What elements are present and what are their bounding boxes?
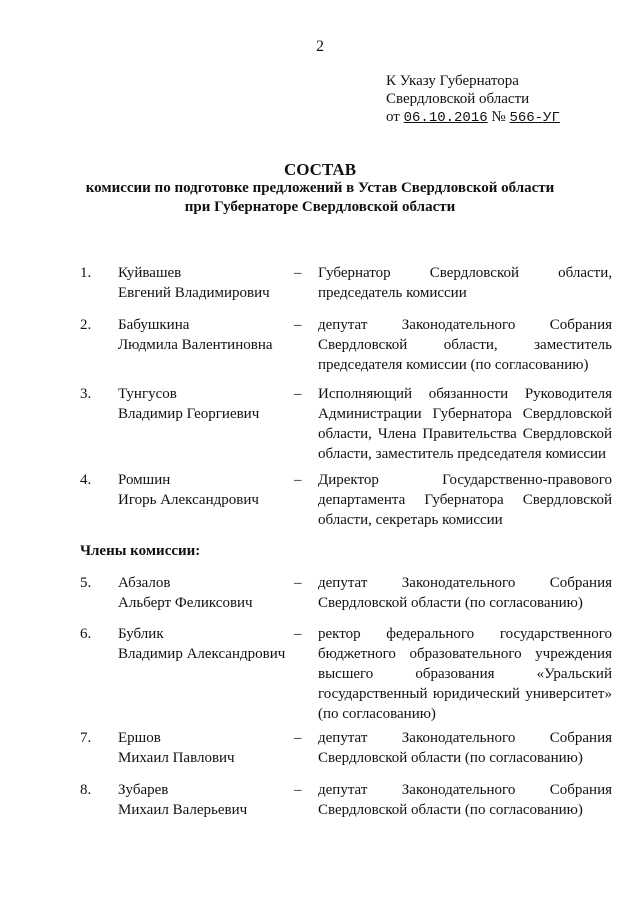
member-name bbox=[118, 780, 247, 820]
member-role: депутат Законодательного Собрания Свердловской области (по согласованию) bbox=[318, 575, 612, 611]
member-name bbox=[118, 315, 273, 355]
member-surname: Ершов bbox=[118, 730, 161, 746]
entry-number: 7. bbox=[80, 730, 92, 746]
decree-number: 566-УГ bbox=[509, 110, 560, 126]
entry-dash: – bbox=[294, 386, 302, 402]
attachment-number-label: № bbox=[491, 109, 506, 125]
attachment-from-label: от bbox=[386, 109, 400, 125]
entry-dash: – bbox=[294, 265, 302, 281]
entry-number: 5. bbox=[80, 575, 92, 591]
member-role: Исполняющий обязанности Руководителя Администрации Губернатора Свердловской области, Члена Правительства Свердловской области, заместитель председателя комиссии bbox=[318, 386, 612, 462]
member-surname: Абзалов bbox=[118, 575, 171, 591]
entry-number: 1. bbox=[80, 265, 92, 281]
member-role: депутат Законодательного Собрания Свердловской области (по согласованию) bbox=[318, 782, 612, 818]
title-line-3: при Губернаторе Свердловской области bbox=[184, 199, 456, 215]
member-given-names: Людмила Валентиновна bbox=[118, 337, 273, 353]
member-surname: Бублик bbox=[118, 626, 164, 642]
entry-number: 3. bbox=[80, 386, 92, 402]
page-number: 2 bbox=[316, 38, 324, 55]
member-given-names: Альберт Феликсович bbox=[118, 595, 253, 611]
member-given-names: Михаил Валерьевич bbox=[118, 802, 248, 818]
member-name bbox=[118, 263, 270, 303]
entry-dash: – bbox=[294, 575, 302, 591]
member-given-names: Евгений Владимирович bbox=[118, 285, 270, 301]
member-given-names: Владимир Александрович bbox=[118, 646, 286, 662]
attachment-block bbox=[386, 72, 560, 127]
member-surname: Тунгусов bbox=[118, 386, 177, 402]
member-name bbox=[118, 573, 253, 613]
members-heading: Члены комиссии: bbox=[80, 543, 201, 559]
entry-dash: – bbox=[294, 626, 302, 642]
member-surname: Зубарев bbox=[118, 782, 169, 798]
attachment-line-1: К Указу Губернатора bbox=[386, 73, 519, 89]
member-given-names: Владимир Георгиевич bbox=[118, 406, 260, 422]
member-surname: Куйвашев bbox=[118, 265, 182, 281]
member-given-names: Михаил Павлович bbox=[118, 750, 235, 766]
title-line-1: СОСТАВ bbox=[283, 160, 357, 179]
decree-date: 06.10.2016 bbox=[403, 110, 488, 126]
member-surname: Ромшин bbox=[118, 472, 171, 488]
entry-number: 8. bbox=[80, 782, 92, 798]
entry-dash: – bbox=[294, 730, 302, 746]
document-title bbox=[0, 160, 640, 217]
member-surname: Бабушкина bbox=[118, 317, 190, 333]
member-given-names: Игорь Александрович bbox=[118, 492, 259, 508]
entry-dash: – bbox=[294, 317, 302, 333]
entry-dash: – bbox=[294, 782, 302, 798]
entry-number: 4. bbox=[80, 472, 92, 488]
attachment-line-3 bbox=[386, 108, 560, 127]
member-name bbox=[118, 384, 259, 424]
member-name bbox=[118, 624, 285, 664]
member-name bbox=[118, 470, 259, 510]
attachment-line-2: Свердловской области bbox=[386, 91, 530, 107]
entry-number: 2. bbox=[80, 317, 92, 333]
member-name bbox=[118, 728, 235, 768]
member-role: ректор федерального государственного бюджетного образовательного учреждения высшего образования «Уральский государственный юридический университет» (по согласованию) bbox=[318, 626, 612, 722]
member-role: Губернатор Свердловской области, председатель комиссии bbox=[318, 265, 612, 301]
entry-dash: – bbox=[294, 472, 302, 488]
member-role: депутат Законодательного Собрания Свердловской области, заместитель председателя комиссии (по согласованию) bbox=[318, 317, 612, 373]
entry-number: 6. bbox=[80, 626, 92, 642]
member-role: Директор Государственно-правового департамента Губернатора Свердловской области, секретарь комиссии bbox=[318, 472, 612, 528]
title-line-2: комиссии по подготовке предложений в Устав Свердловской области bbox=[85, 180, 555, 196]
member-role: депутат Законодательного Собрания Свердловской области (по согласованию) bbox=[318, 730, 612, 766]
